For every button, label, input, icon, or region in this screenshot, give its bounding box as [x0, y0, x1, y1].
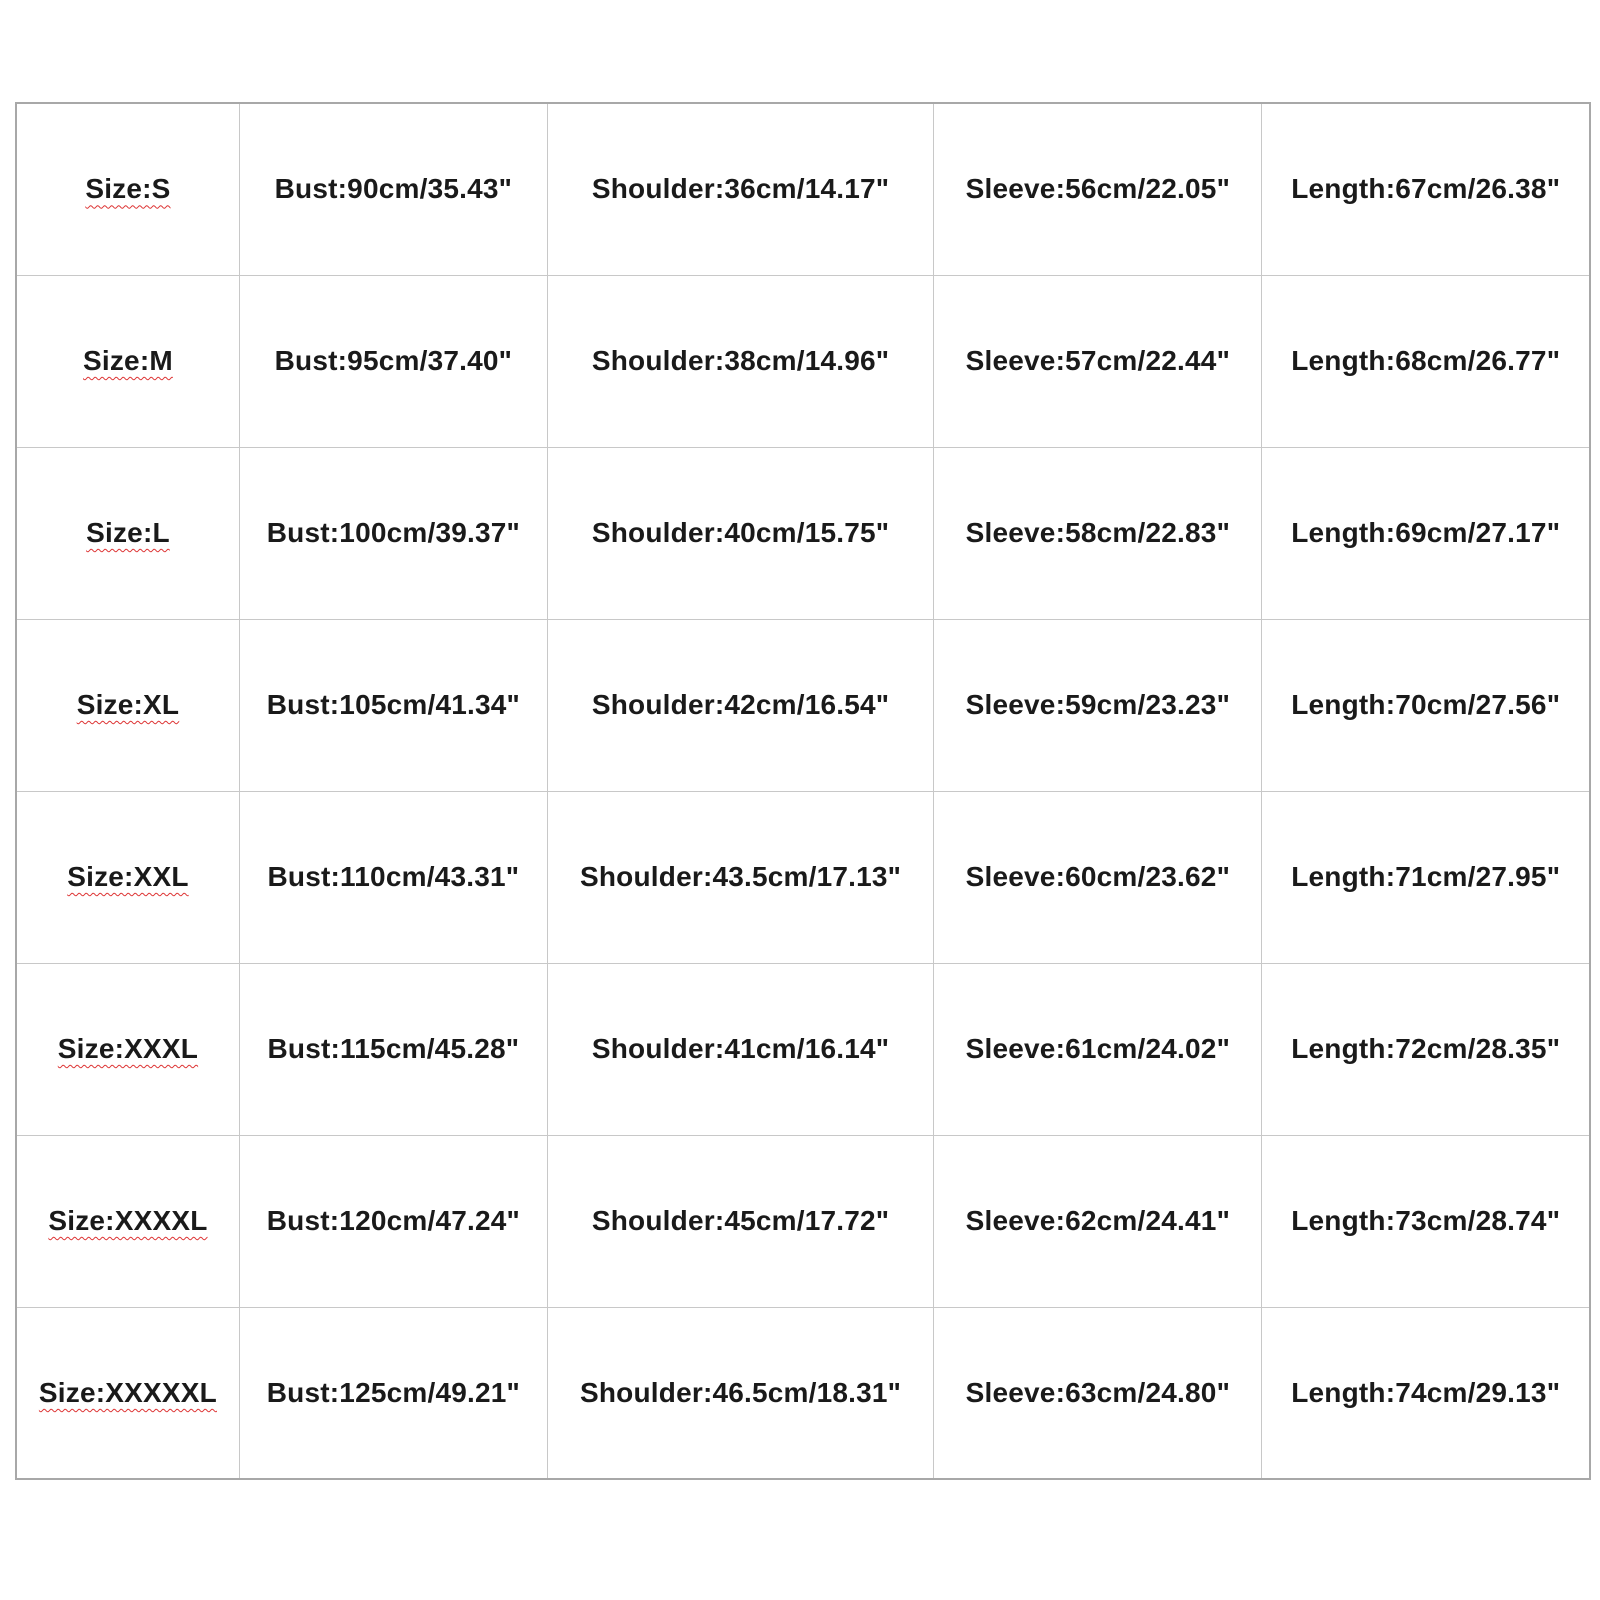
- sleeve-cell: Sleeve:59cm/23.23": [934, 619, 1262, 791]
- size-label: Size:XXXXL: [48, 1205, 208, 1236]
- table-row: [16, 963, 1590, 1135]
- bust-cell: Bust:105cm/41.34": [239, 619, 547, 791]
- size-cell: [16, 791, 239, 963]
- size-cell: [16, 275, 239, 447]
- sleeve-cell: Sleeve:58cm/22.83": [934, 447, 1262, 619]
- shoulder-cell: Shoulder:36cm/14.17": [547, 103, 933, 275]
- shoulder-cell: Shoulder:46.5cm/18.31": [547, 1307, 933, 1479]
- bust-cell: Bust:95cm/37.40": [239, 275, 547, 447]
- length-cell: Length:71cm/27.95": [1262, 791, 1590, 963]
- shoulder-cell: Shoulder:41cm/16.14": [547, 963, 933, 1135]
- bust-cell: Bust:125cm/49.21": [239, 1307, 547, 1479]
- bust-cell: Bust:115cm/45.28": [239, 963, 547, 1135]
- size-cell: [16, 1307, 239, 1479]
- shoulder-cell: Shoulder:40cm/15.75": [547, 447, 933, 619]
- length-cell: Length:70cm/27.56": [1262, 619, 1590, 791]
- size-cell: [16, 447, 239, 619]
- sleeve-cell: Sleeve:63cm/24.80": [934, 1307, 1262, 1479]
- table-row: [16, 1307, 1590, 1479]
- size-cell: [16, 103, 239, 275]
- size-label: Size:XL: [76, 689, 180, 720]
- size-label: Size:S: [85, 173, 171, 205]
- table-row: [16, 1135, 1590, 1307]
- sleeve-cell: Sleeve:61cm/24.02": [934, 963, 1262, 1135]
- length-cell: Length:73cm/28.74": [1262, 1135, 1590, 1307]
- length-cell: Length:74cm/29.13": [1262, 1307, 1590, 1479]
- size-chart-body: [16, 103, 1590, 1479]
- shoulder-cell: Shoulder:42cm/16.54": [547, 619, 933, 791]
- sleeve-cell: Sleeve:57cm/22.44": [934, 275, 1262, 447]
- size-cell: [16, 1135, 239, 1307]
- size-label: Size:XXXL: [57, 1033, 199, 1064]
- size-label: Size:XXL: [67, 861, 189, 892]
- size-chart-table: [15, 102, 1591, 1480]
- table-row: [16, 447, 1590, 619]
- sleeve-cell: Sleeve:60cm/23.62": [934, 791, 1262, 963]
- bust-cell: Bust:120cm/47.24": [239, 1135, 547, 1307]
- length-cell: Length:68cm/26.77": [1262, 275, 1590, 447]
- shoulder-cell: Shoulder:43.5cm/17.13": [547, 791, 933, 963]
- table-row: [16, 619, 1590, 791]
- length-cell: Length:67cm/26.38": [1262, 103, 1590, 275]
- size-label: Size:L: [86, 517, 170, 548]
- shoulder-cell: Shoulder:45cm/17.72": [547, 1135, 933, 1307]
- bust-cell: Bust:100cm/39.37": [239, 447, 547, 619]
- size-cell: [16, 619, 239, 791]
- length-cell: Length:69cm/27.17": [1262, 447, 1590, 619]
- shoulder-cell: Shoulder:38cm/14.96": [547, 275, 933, 447]
- size-label: Size:M: [83, 345, 173, 376]
- length-cell: Length:72cm/28.35": [1262, 963, 1590, 1135]
- size-label: Size:XXXXXL: [38, 1376, 217, 1408]
- bust-cell: Bust:110cm/43.31": [239, 791, 547, 963]
- sleeve-cell: Sleeve:56cm/22.05": [934, 103, 1262, 275]
- table-row: [16, 103, 1590, 275]
- size-cell: [16, 963, 239, 1135]
- table-row: [16, 275, 1590, 447]
- bust-cell: Bust:90cm/35.43": [239, 103, 547, 275]
- sleeve-cell: Sleeve:62cm/24.41": [934, 1135, 1262, 1307]
- table-row: [16, 791, 1590, 963]
